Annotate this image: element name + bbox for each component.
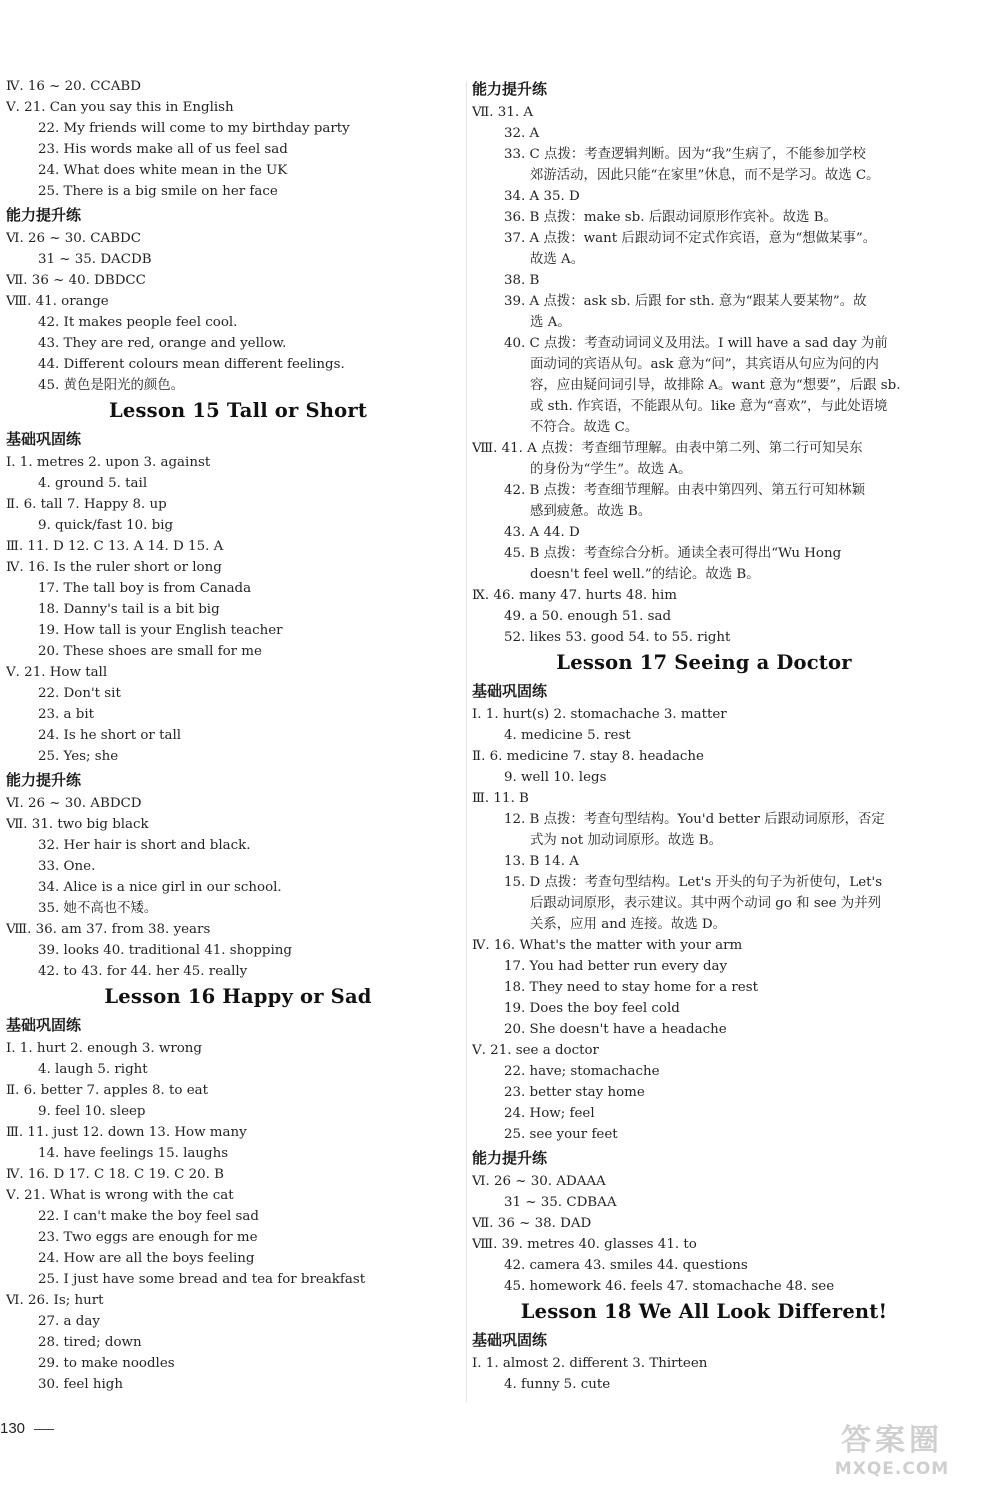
answer-line: 式为 not 加动词原形。故选 B。 — [530, 833, 722, 848]
section-heading: 基础巩固练 — [6, 1016, 82, 1034]
watermark — [792, 1424, 992, 1486]
section-heading: 基础巩固练 — [472, 1331, 548, 1349]
answer-line: Ⅱ. 6. tall 7. Happy 8. up — [6, 497, 167, 512]
answer-line: 43. A 44. D — [504, 525, 580, 540]
answer-line: 30. feel high — [38, 1377, 123, 1392]
right-column — [472, 76, 936, 1395]
answer-line: 24. Is he short or tall — [38, 728, 182, 743]
answer-line: 或 sth. 作宾语，不能跟从句。like 意为“喜欢”，与此处语境 — [530, 399, 888, 414]
answer-line: Ⅳ. 16. D 17. C 18. C 19. C 20. B — [6, 1167, 224, 1182]
lesson-title: Lesson 17 Seeing a Doctor — [556, 651, 852, 674]
answer-line: 4. ground 5. tail — [38, 476, 148, 491]
section-heading: 能力提升练 — [472, 80, 548, 98]
answer-line: 19. Does the boy feel cold — [504, 1001, 680, 1016]
answer-line: 38. B — [504, 273, 540, 288]
answer-line: 32. Her hair is short and black. — [38, 838, 251, 853]
answer-line: doesn't feel well.”的结论。故选 B。 — [530, 567, 760, 582]
answer-line: Ⅰ. 1. almost 2. different 3. Thirteen — [472, 1356, 708, 1371]
answer-line: 12. B 点拨：考查句型结构。You'd better 后跟动词原形，否定 — [504, 812, 885, 827]
answer-line: 22. I can't make the boy feel sad — [38, 1209, 259, 1224]
answer-line: Ⅰ. 1. hurt(s) 2. stomachache 3. matter — [472, 707, 727, 722]
answer-line: Ⅴ. 21. How tall — [6, 665, 108, 680]
left-column — [6, 76, 470, 1395]
answer-line: 42. It makes people feel cool. — [38, 315, 238, 330]
answer-line: 29. to make noodles — [38, 1356, 175, 1371]
answer-line: 25. see your feet — [504, 1127, 618, 1142]
answer-line: 选 A。 — [530, 315, 571, 330]
section-heading: 基础巩固练 — [472, 682, 548, 700]
answer-line: 郊游活动，因此只能“在家里”休息，而不是学习。故选 C。 — [530, 168, 880, 183]
answer-line: 故选 A。 — [530, 252, 585, 267]
answer-line: 17. The tall boy is from Canada — [38, 581, 252, 596]
answer-line: 容，应由疑问词引导，故排除 A。want 意为“想要”，后跟 sb. — [530, 378, 901, 393]
answer-line: 24. What does white mean in the UK — [38, 163, 288, 178]
answer-line: Ⅱ. 6. medicine 7. stay 8. headache — [472, 749, 704, 764]
answer-line: 28. tired; down — [38, 1335, 142, 1350]
answer-line: 23. a bit — [38, 707, 95, 722]
answer-line: 22. Don't sit — [38, 686, 121, 701]
answer-line: 45. homework 46. feels 47. stomachache 48. see — [504, 1279, 835, 1294]
answer-line: Ⅶ. 36 ~ 38. DAD — [472, 1216, 592, 1231]
answer-line: Ⅵ. 26 ~ 30. ADAAA — [472, 1174, 606, 1189]
answer-line: 22. My friends will come to my birthday party — [38, 121, 350, 136]
answer-line: 35. 她不高也不矮。 — [38, 901, 158, 916]
answer-line: Ⅰ. 1. metres 2. upon 3. against — [6, 455, 211, 470]
answer-line: 23. Two eggs are enough for me — [38, 1230, 258, 1245]
answer-line: 31 ~ 35. DACDB — [38, 252, 152, 267]
answer-line: Ⅵ. 26. Is; hurt — [6, 1293, 104, 1308]
lesson-title: Lesson 18 We All Look Different! — [520, 1300, 888, 1323]
answer-line: 39. looks 40. traditional 41. shopping — [38, 943, 292, 958]
answer-line: 42. B 点拨：考查细节理解。由表中第四列、第五行可知林颖 — [504, 483, 866, 498]
answer-line: 34. A 35. D — [504, 189, 580, 204]
answer-line: Ⅵ. 26 ~ 30. CABDC — [6, 231, 142, 246]
answer-line: 22. have; stomachache — [504, 1064, 660, 1079]
answer-line: 25. I just have some bread and tea for breakfast — [38, 1272, 366, 1287]
answer-line: 14. have feelings 15. laughs — [38, 1146, 229, 1161]
answer-line: 40. C 点拨：考查动词词义及用法。I will have a sad day 为前 — [504, 336, 888, 351]
answer-line: Ⅱ. 6. better 7. apples 8. to eat — [6, 1083, 209, 1098]
answer-line: 24. How; feel — [504, 1106, 595, 1121]
lesson-title: Lesson 16 Happy or Sad — [104, 985, 372, 1008]
answer-line: 42. to 43. for 44. her 45. really — [38, 964, 248, 979]
answer-line: Ⅰ. 1. hurt 2. enough 3. wrong — [6, 1041, 202, 1056]
answer-line: 36. B 点拨：make sb. 后跟动词原形作宾补。故选 B。 — [504, 210, 837, 225]
answer-line: 27. a day — [38, 1314, 100, 1329]
answer-line: 9. well 10. legs — [504, 770, 607, 785]
page-number: 130 — [0, 1420, 26, 1437]
answer-line: Ⅲ. 11. B — [472, 791, 529, 806]
answer-line: Ⅷ. 39. metres 40. glasses 41. to — [472, 1237, 697, 1252]
answer-line: 不符合。故选 C。 — [530, 420, 639, 435]
answer-line: 9. quick/fast 10. big — [38, 518, 174, 533]
answer-line: 44. Different colours mean different feelings. — [38, 357, 345, 372]
answer-line: 4. laugh 5. right — [38, 1062, 148, 1077]
answer-line: 24. How are all the boys feeling — [38, 1251, 255, 1266]
lesson-title: Lesson 15 Tall or Short — [108, 399, 368, 422]
answer-line: 的身份为“学生”。故选 A。 — [530, 462, 692, 477]
section-heading: 能力提升练 — [6, 206, 82, 224]
answer-line: Ⅷ. 41. A 点拨：考查细节理解。由表中第二列、第二行可知吴东 — [472, 441, 863, 456]
answer-line: 45. B 点拨：考查综合分析。通读全表可得出“Wu Hong — [504, 546, 842, 561]
answer-line: 42. camera 43. smiles 44. questions — [504, 1258, 748, 1273]
answer-line: 19. How tall is your English teacher — [38, 623, 283, 638]
answer-line: Ⅴ. 21. see a doctor — [472, 1043, 599, 1058]
section-heading: 能力提升练 — [472, 1149, 548, 1167]
answer-line: Ⅵ. 26 ~ 30. ABDCD — [6, 796, 142, 811]
page-number-dash — [34, 1429, 54, 1430]
answer-line: 17. You had better run every day — [504, 959, 728, 974]
watermark-site-text: MXQE.COM — [834, 1459, 950, 1479]
answer-line: 43. They are red, orange and yellow. — [38, 336, 287, 351]
answer-line: Ⅴ. 21. What is wrong with the cat — [6, 1188, 234, 1203]
answer-line: 45. 黄色是阳光的颜色。 — [38, 378, 185, 393]
answer-line: 后跟动词原形，表示建议。其中两个动词 go 和 see 为并列 — [530, 896, 881, 911]
answer-line: 23. better stay home — [504, 1085, 645, 1100]
answer-line: 4. funny 5. cute — [504, 1377, 611, 1392]
answer-line: Ⅷ. 41. orange — [6, 294, 109, 309]
answer-line: 20. She doesn't have a headache — [504, 1022, 727, 1037]
answer-line: 31 ~ 35. CDBAA — [504, 1195, 617, 1210]
answer-line: 33. C 点拨：考查逻辑判断。因为“我”生病了，不能参加学校 — [504, 147, 866, 162]
answer-line: 32. A — [504, 126, 540, 141]
answer-line: Ⅴ. 21. Can you say this in English — [6, 100, 234, 115]
answer-line: 4. medicine 5. rest — [504, 728, 631, 743]
answer-line: 37. A 点拨：want 后跟动词不定式作宾语，意为“想做某事”。 — [504, 231, 877, 246]
section-heading: 能力提升练 — [6, 771, 82, 789]
answer-line: Ⅸ. 46. many 47. hurts 48. him — [472, 588, 677, 603]
answer-line: Ⅳ. 16. Is the ruler short or long — [6, 560, 222, 575]
answer-line: 面动词的宾语从句。ask 意为“问”，其宾语从句应为问的内 — [530, 357, 879, 372]
answer-line: 25. There is a big smile on her face — [38, 184, 278, 199]
answer-line: 15. D 点拨：考查句型结构。Let's 开头的句子为祈使句，Let's — [504, 875, 883, 890]
answer-line: 34. Alice is a nice girl in our school. — [38, 880, 282, 895]
answer-line: Ⅳ. 16. What's the matter with your arm — [472, 938, 743, 953]
answer-line: Ⅶ. 31. two big black — [6, 817, 149, 832]
answer-line: 关系，应用 and 连接。故选 D。 — [530, 917, 726, 932]
answer-line: Ⅷ. 36. am 37. from 38. years — [6, 922, 211, 937]
answer-line: 18. They need to stay home for a rest — [504, 980, 758, 995]
answer-line: Ⅲ. 11. D 12. C 13. A 14. D 15. A — [6, 539, 224, 554]
answer-line: 感到疲惫。故选 B。 — [530, 504, 652, 519]
answer-line: Ⅶ. 36 ~ 40. DBDCC — [6, 273, 146, 288]
answer-line: 18. Danny's tail is a bit big — [38, 602, 220, 617]
answer-line: Ⅶ. 31. A — [472, 105, 534, 120]
answer-line: 9. feel 10. sleep — [38, 1104, 146, 1119]
answer-line: 25. Yes; she — [38, 749, 119, 764]
answer-line: 39. A 点拨：ask sb. 后跟 for sth. 意为“跟某人要某物”。故 — [504, 294, 867, 309]
watermark-logo-text: 答案圈 — [841, 1423, 943, 1458]
answer-line: 23. His words make all of us feel sad — [38, 142, 288, 157]
answer-line: Ⅲ. 11. just 12. down 13. How many — [6, 1125, 247, 1140]
answer-line: 49. a 50. enough 51. sad — [504, 609, 672, 624]
answer-line: 20. These shoes are small for me — [38, 644, 262, 659]
answer-line: 33. One. — [38, 859, 96, 874]
section-heading: 基础巩固练 — [6, 430, 82, 448]
answer-line: 52. likes 53. good 54. to 55. right — [504, 630, 731, 645]
answer-line: 13. B 14. A — [504, 854, 579, 869]
answer-line: Ⅳ. 16 ~ 20. CCABD — [6, 79, 141, 94]
